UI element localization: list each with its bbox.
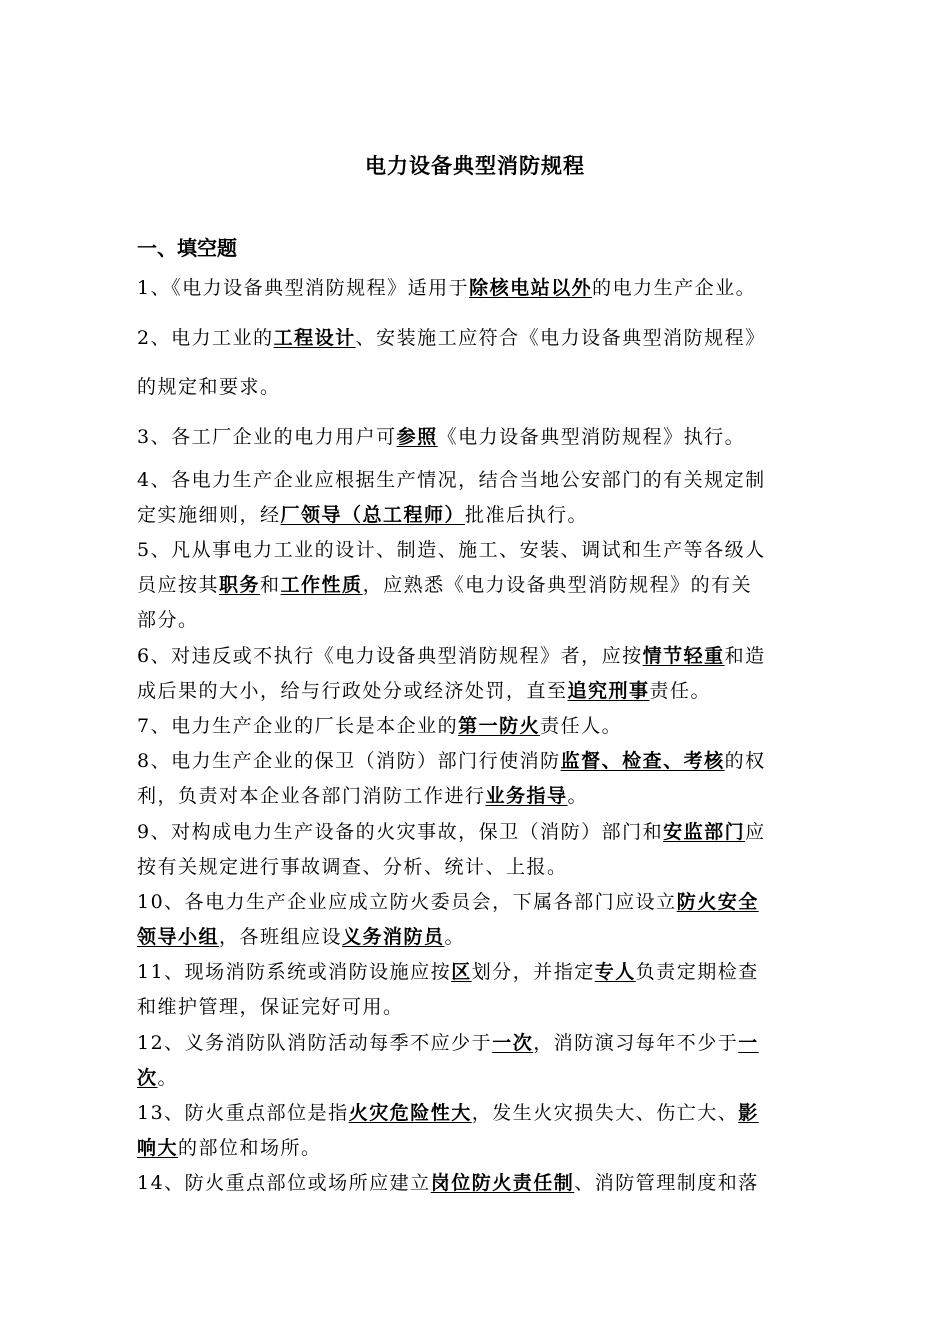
question-text: 和造 — [724, 645, 766, 667]
answer-text: 情节轻重 — [642, 645, 725, 667]
text-line — [137, 1031, 817, 1055]
question-text: 批准后执行。 — [465, 504, 589, 526]
answer-text: 工作性质 — [280, 574, 363, 596]
question-text: 部分。 — [137, 609, 199, 631]
question-text: 。 — [444, 926, 466, 948]
answer-text: 追究刑事 — [567, 680, 650, 702]
question-text: 的部位和场所。 — [178, 1137, 322, 1159]
text-line — [137, 784, 817, 808]
question-text: 11、现场消防系统或消防设施应按 — [137, 961, 452, 983]
answer-text: 响大 — [137, 1137, 179, 1159]
question-text: ，各班组应设 — [219, 926, 343, 948]
question-text: 员应按其 — [137, 574, 220, 596]
text-line — [137, 573, 817, 597]
question-text: 成后果的大小，给与行政处分或经济处罚，直至 — [137, 680, 568, 702]
question-text: 和 — [260, 574, 281, 596]
question-text: 的规定和要求。 — [137, 376, 281, 398]
section-heading: 一、填空题 — [137, 236, 237, 260]
question-text: 4、各电力生产企业应根据生产情况，结合当地公安部门的有关规定制 — [137, 469, 766, 491]
text-line — [137, 608, 817, 632]
text-line — [137, 925, 817, 949]
question-text: 5、凡从事电力工业的设计、制造、施工、安装、调试和生产等各级人 — [137, 539, 766, 561]
question-text: 。 — [567, 785, 589, 807]
question-text: 。 — [157, 1067, 179, 1089]
question-text: 按有关规定进行事故调查、分析、统计、上报。 — [137, 856, 568, 878]
question-text: 的电力生产企业。 — [592, 277, 757, 299]
question-text: 《电力设备典型消防规程》执行。 — [437, 426, 746, 448]
text-line — [137, 1136, 817, 1160]
question-text: 1、《电力设备典型消防规程》适用于 — [137, 277, 470, 299]
question-text: 10、各电力生产企业应成立防火委员会，下属各部门应设立 — [137, 891, 677, 913]
answer-text: 一次 — [492, 1032, 534, 1054]
question-text: 2、电力工业的 — [137, 327, 274, 349]
question-text: 3、各工厂企业的电力用户可 — [137, 426, 397, 448]
question-text: 、消防管理制度和落 — [574, 1172, 759, 1194]
question-text: 14、防火重点部位或场所应建立 — [137, 1172, 431, 1194]
text-line — [137, 995, 817, 1019]
answer-text: 一 — [738, 1032, 759, 1054]
question-text: 利，负责对本企业各部门消防工作进行 — [137, 785, 486, 807]
answer-text: 除核电站以外 — [469, 277, 593, 299]
question-text: 的权 — [724, 750, 766, 772]
text-line — [137, 538, 817, 562]
text-line — [137, 644, 817, 668]
answer-text: 厂领导（总工程师） — [280, 504, 466, 526]
answer-text: 工程设计 — [273, 327, 356, 349]
text-line — [137, 749, 817, 773]
question-text: 9、对构成电力生产设备的火灾事故，保卫（消防）部门和 — [137, 821, 664, 843]
question-text: ，发生火灾损失大、伤亡大、 — [471, 1102, 739, 1124]
text-line — [137, 855, 817, 879]
question-text: 定实施细则，经 — [137, 504, 281, 526]
text-line — [137, 1101, 817, 1125]
text-line — [137, 1171, 817, 1195]
text-line — [137, 503, 817, 527]
question-text: 和维护管理，保证完好可用。 — [137, 996, 404, 1018]
answer-text: 影 — [738, 1102, 759, 1124]
text-line — [137, 326, 817, 350]
text-line — [137, 820, 817, 844]
text-line — [137, 375, 817, 399]
question-text: ，消防演习每年不少于 — [533, 1032, 739, 1054]
question-text: 12、义务消防队消防活动每季不应少于 — [137, 1032, 493, 1054]
question-text: 8、电力生产企业的保卫（消防）部门行使消防 — [137, 750, 561, 772]
text-line — [137, 425, 817, 449]
answer-text: 职务 — [219, 574, 261, 596]
document-title: 电力设备典型消防规程 — [365, 154, 585, 178]
answer-text: 参照 — [396, 426, 438, 448]
answer-text: 义务消防员 — [342, 926, 445, 948]
question-text: 6、对违反或不执行《电力设备典型消防规程》者，应按 — [137, 645, 643, 667]
question-text: 、安装施工应符合《电力设备典型消防规程》 — [355, 327, 766, 349]
question-text: 应 — [745, 821, 766, 843]
question-text: 划分，并指定 — [471, 961, 595, 983]
text-line — [137, 714, 817, 738]
answer-text: 次 — [137, 1067, 158, 1089]
text-line — [137, 276, 817, 300]
answer-text: 区 — [451, 961, 472, 983]
question-text: ，应熟悉《电力设备典型消防规程》的有关 — [362, 574, 753, 596]
text-line — [137, 1066, 817, 1090]
answer-text: 安监部门 — [663, 821, 746, 843]
text-line — [137, 468, 817, 492]
answer-text: 岗位防火责任制 — [430, 1172, 575, 1194]
text-line — [137, 679, 817, 703]
question-text: 责任人。 — [540, 715, 623, 737]
answer-text: 业务指导 — [485, 785, 568, 807]
answer-text: 专人 — [594, 961, 636, 983]
answer-text: 火灾危险性大 — [348, 1102, 472, 1124]
answer-text: 防火安全 — [676, 891, 759, 913]
question-text: 13、防火重点部位是指 — [137, 1102, 349, 1124]
question-text: 责任。 — [649, 680, 712, 702]
text-line — [137, 890, 817, 914]
text-line — [137, 960, 817, 984]
question-text: 7、电力生产企业的厂长是本企业的 — [137, 715, 459, 737]
answer-text: 监督、检查、考核 — [560, 750, 725, 772]
answer-text: 第一防火 — [458, 715, 541, 737]
question-text: 负责定期检查 — [635, 961, 759, 983]
answer-text: 领导小组 — [137, 926, 220, 948]
